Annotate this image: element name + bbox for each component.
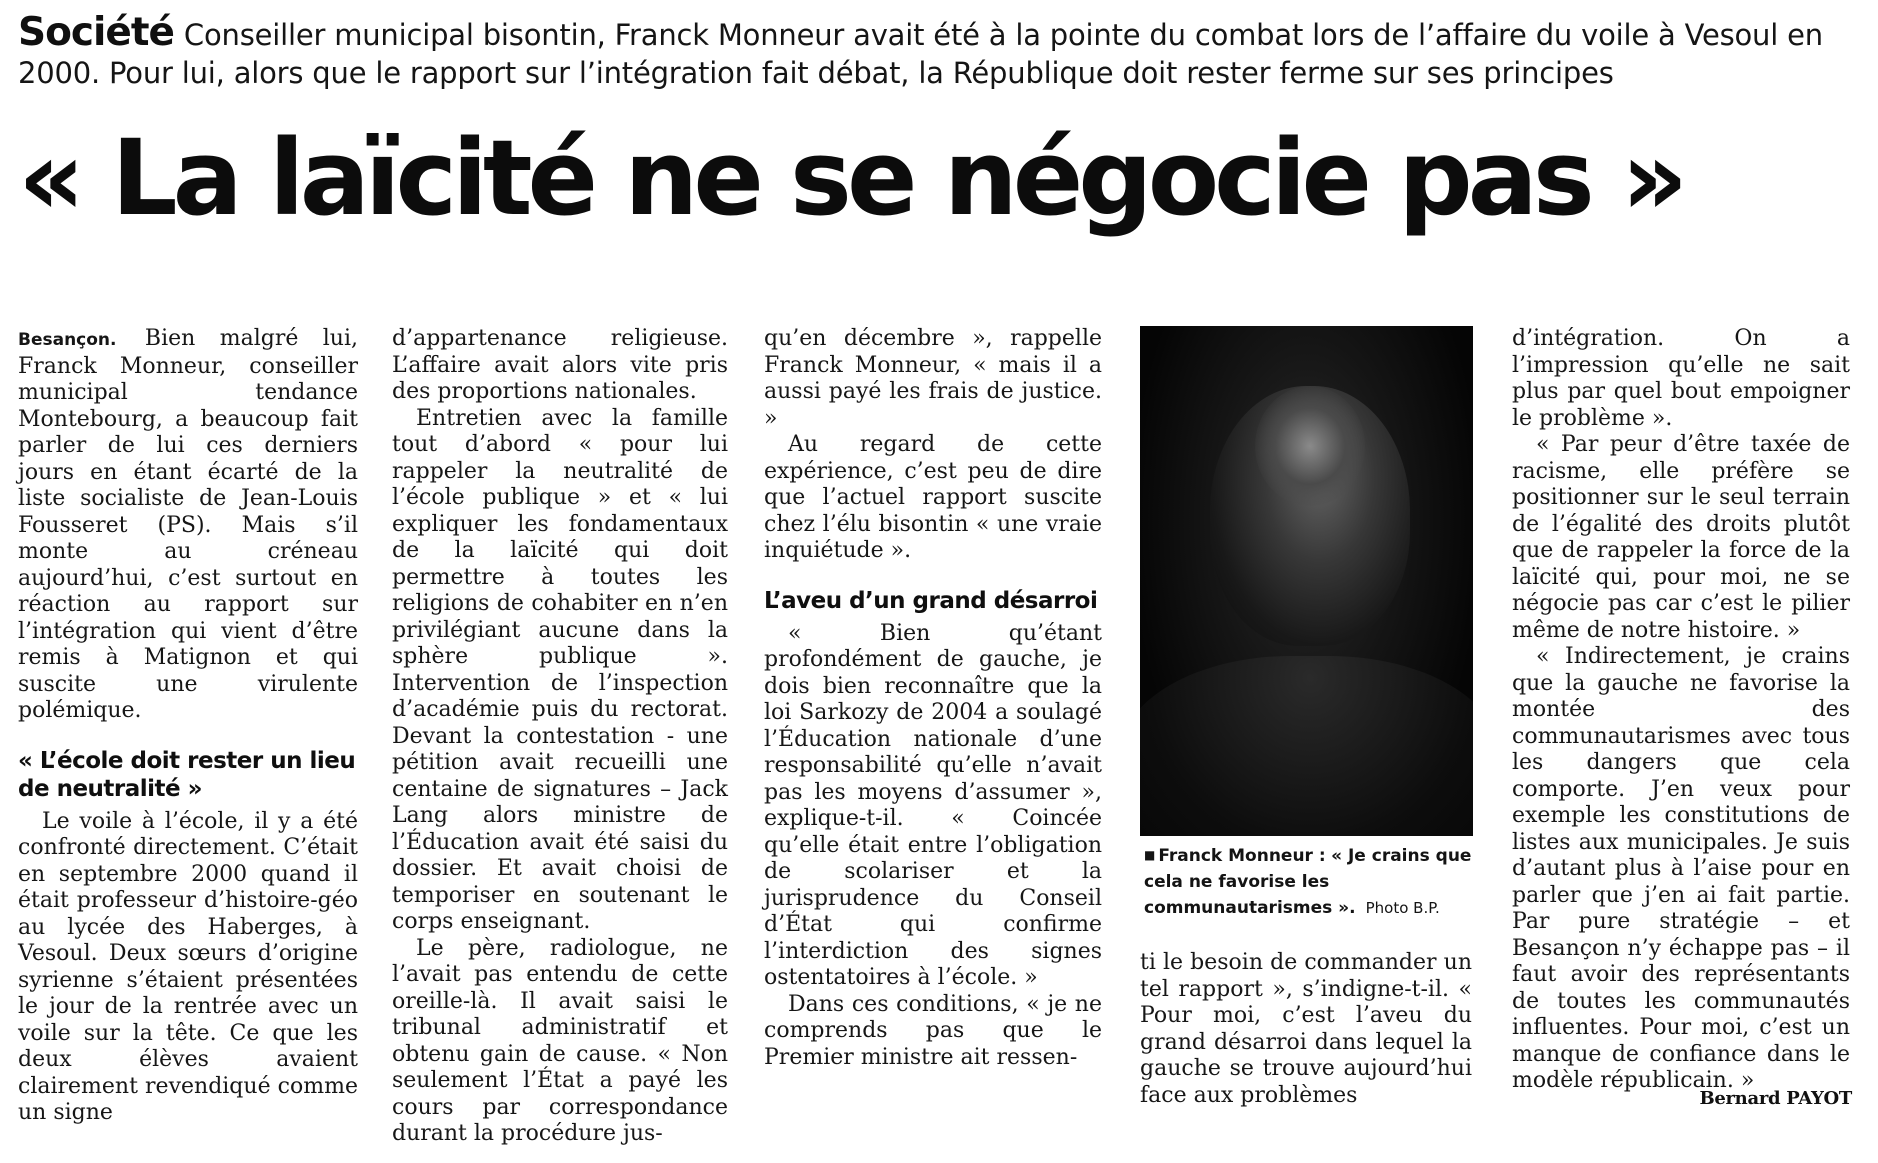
caption-quote: « Je crains que cela ne favorise les communautarismes ». (1144, 846, 1472, 918)
article-column-4 (1140, 950, 1472, 1109)
section-rubric: Société (18, 10, 174, 55)
photo-hand (1255, 386, 1365, 506)
paragraph-text: Bien malgré lui, Franck Monneur, conseiller municipal tendance Montebourg, a beaucoup fait parler de lui ces derniers jours en étant écarté de la liste socialiste de Jean-Louis Fousseret (PS). Mais s’il monte au créneau aujourd’hui, c’est surtout en réaction au rapport sur l’intégration qui vient d’être remis à Matignon et qui suscite une virulente polémique. (18, 326, 359, 723)
paragraph (18, 326, 358, 725)
caption-name: Franck Monneur : (1158, 846, 1326, 866)
article-headline: « La laïcité ne se négocie pas » (18, 117, 1684, 239)
subheading: « L’école doit rester un lieu de neutralité » (18, 747, 356, 802)
paragraph: Le voile à l’école, il y a été confronté directement. C’était en septembre 2000 quand il était professeur d’histoire-géo au lycée des Haberges, à Vesoul. Deux sœurs d’origine syrienne s’étaient présentées le jour de la rentrée avec un voile sur la tête. Ce que les deux élèves avaient clairement revendiqué comme un signe (18, 808, 358, 1125)
article-column-1 (18, 326, 358, 1127)
paragraph: Entretien avec la famille tout d’abord « pour lui rappeler la neutralité de l’école publique » et « lui expliquer les fondamentaux de la laïcité qui doit permettre à toutes les religions de cohabiter en n’en privilégiant aucune dans la sphère publique ». Intervention de l’inspection d’académie puis du rectorat. Devant la contestation - une pétition avait recueilli une centaine de signatures – Jack Lang alors ministre de l’Éducation avait été saisi du dossier. Et avait choisi de temporiser en soutenant le corps enseignant. (392, 405, 728, 934)
author-byline: Bernard PAYOT (1699, 1088, 1852, 1109)
paragraph: Dans ces conditions, « je ne comprends pas que le Premier ministre ait ressen- (764, 991, 1102, 1070)
article-column-5 (1512, 326, 1850, 1095)
paragraph: « Bien qu’étant profondément de gauche, je dois bien reconnaître que la loi Sarkozy de 2004 a soulagé l’Éducation nationale d’une responsabilité qu’elle n’avait pas les moyens d’assumer », explique-t-il. « Coincée qu’elle était entre l’obligation de scolariser et la jurisprudence du Conseil d’État qui confirme l’interdiction des signes ostentatoires à l’école. » (764, 620, 1102, 990)
paragraph: Au regard de cette expérience, c’est peu de dire que l’actuel rapport suscite chez l’élu bisontin « une vraie inquiétude ». (764, 432, 1102, 563)
paragraph: d’appartenance religieuse. L’affaire avait alors vite pris des proportions nationales. (392, 326, 728, 404)
kicker-text: Conseiller municipal bisontin, Franck Monneur avait été à la pointe du combat lors de l’affaire du voile à Vesoul en 2000. Pour lui, alors que le rapport sur l’intégration fait débat, la République doit rester ferme sur ses principes (18, 18, 1823, 90)
article-column-2 (392, 326, 728, 1148)
subheading: L’aveu d’un grand désarroi (764, 587, 1098, 614)
caption-bullet: ■ (1144, 848, 1156, 862)
photo-shoulders (1140, 656, 1473, 836)
portrait-photo (1140, 326, 1473, 836)
paragraph: qu’en décembre », rappelle Franck Monneur, « mais il a aussi payé les frais de justice. » (764, 326, 1102, 431)
paragraph: Le père, radiologue, ne l’avait pas entendu de cette oreille-là. Il avait saisi le tribunal administratif et obtenu gain de cause. « Non seulement l’État a payé les cours par correspondance durant la procédure jus- (392, 935, 728, 1146)
paragraph: « Indirectement, je crains que la gauche ne favorise la montée des communautarismes avec tous les dangers que cela comporte. J’en veux pour exemple les constitutions de listes aux municipales. Je suis d’autant plus à l’aise pour en parler que j’en ai fait partie. Par pure stratégie – et Besançon n’y échappe pas – il faut avoir des représentants de toutes les communautés influentes. Pour moi, c’est un manque de confiance dans le modèle républicain. » (1512, 644, 1850, 1093)
article-column-3 (764, 326, 1102, 1071)
paragraph: d’intégration. On a l’impression qu’elle ne sait plus par quel bout empoigner le problème ». (1512, 326, 1850, 431)
photo-credit: Photo B.P. (1365, 899, 1440, 917)
dateline: Besançon. (18, 330, 117, 350)
paragraph: ti le besoin de commander un tel rapport », s’indigne-t-il. « Pour moi, c’est l’aveu du grand désarroi dans lequel la gauche se trouve aujourd’hui face aux problèmes (1140, 950, 1472, 1108)
paragraph: « Par peur d’être taxée de racisme, elle préfère se positionner sur le seul terrain de l’égalité des droits plutôt que de rappeler la force de la laïcité qui, pour moi, ne se négocie pas car c’est le pilier même de notre histoire. » (1512, 432, 1850, 643)
article-kicker (18, 10, 1858, 92)
photo-caption (1144, 842, 1478, 921)
